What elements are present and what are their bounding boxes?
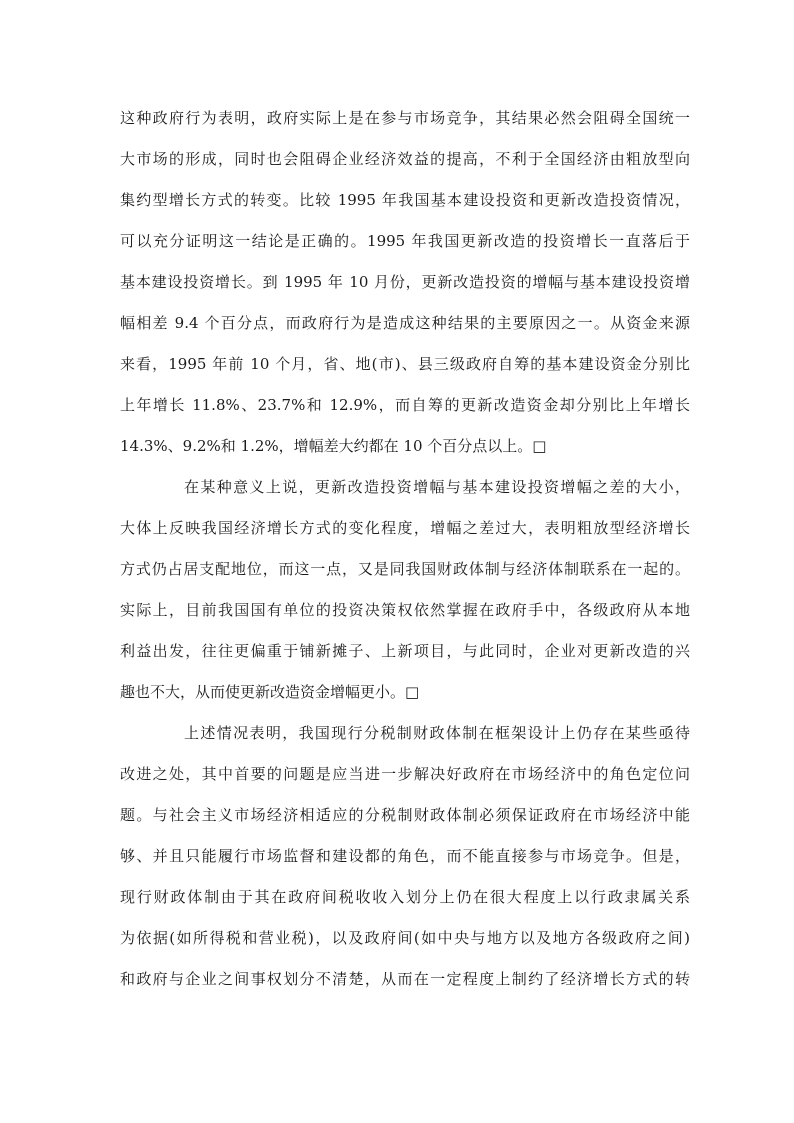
text-line: 实际上，目前我国国有单位的投资决策权依然掌握在政府手中，各级政府从本地	[120, 601, 690, 619]
text-line: 趣也不大，从而使更新改造资金增幅更小。□	[120, 683, 420, 701]
text-line: 可以充分证明这一结论是正确的。1995 年我国更新改造的投资增长一直落后于	[120, 232, 690, 250]
text-line: 集约型增长方式的转变。比较 1995 年我国基本建设投资和更新改造投资情况，	[120, 191, 690, 209]
text-line: 现行财政体制由于其在政府间税收收入划分上仍在很大程度上以行政隶属关系	[120, 888, 690, 906]
text-line: 利益出发，往往更偏重于铺新摊子、上新项目，与此同时，企业对更新改造的兴	[120, 642, 690, 660]
text-line: 来看，1995 年前 10 个月，省、地(市)、县三级政府自筹的基本建设资金分别比	[120, 355, 690, 373]
text-line: 基本建设投资增长。到 1995 年 10 月份，更新改造投资的增幅与基本建设投资增	[120, 273, 690, 291]
text-line: 大市场的形成，同时也会阻碍企业经济效益的提高，不利于全国经济由粗放型向	[120, 150, 690, 168]
text-line: 题。与社会主义市场经济相适应的分税制财政体制必须保证政府在市场经济中能	[120, 806, 690, 824]
text-line: 幅相差 9.4 个百分点，而政府行为是造成这种结果的主要原因之一。从资金来源	[120, 314, 690, 332]
text-line: 够、并且只能履行市场监督和建设都的角色，而不能直接参与市场竞争。但是，	[120, 847, 690, 865]
text-line: 在某种意义上说，更新改造投资增幅与基本建设投资增幅之差的大小，	[184, 478, 690, 496]
text-line: 14.3%、9.2%和 1.2%，增幅差大约都在 10 个百分点以上。□	[120, 437, 547, 455]
text-line: 这种政府行为表明，政府实际上是在参与市场竞争，其结果必然会阻碍全国统一	[120, 109, 690, 127]
text-line: 改进之处，其中首要的问题是应当进一步解决好政府在市场经济中的角色定位问	[120, 765, 690, 783]
text-line: 上述情况表明，我国现行分税制财政体制在框架设计上仍存在某些亟待	[184, 724, 690, 742]
text-line: 大体上反映我国经济增长方式的变化程度，增幅之差过大，表明粗放型经济增长	[120, 519, 690, 537]
text-line: 和政府与企业之间事权划分不清楚，从而在一定程度上制约了经济增长方式的转	[120, 970, 690, 988]
text-line: 为依据(如所得税和营业税)，以及政府间(如中央与地方以及地方各级政府之间)	[120, 929, 690, 947]
text-line: 方式仍占居支配地位，而这一点，又是同我国财政体制与经济体制联系在一起的。	[120, 560, 690, 578]
text-line: 上年增长 11.8%、23.7%和 12.9%，而自筹的更新改造资金却分别比上年增长	[120, 396, 690, 414]
